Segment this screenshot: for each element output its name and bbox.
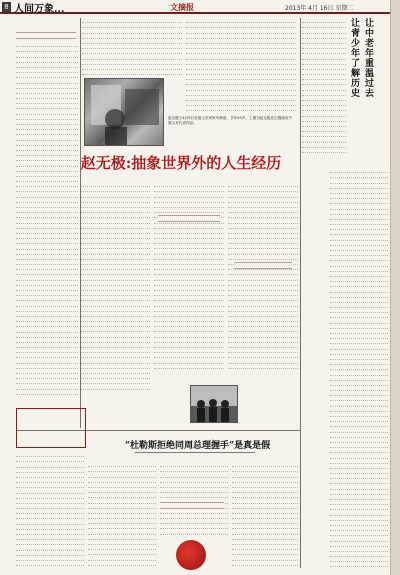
text-line <box>82 70 182 75</box>
photo-caption: 赵无极于4月9日在瑞士沃州家中病逝，享年93岁。上图为赵无极在巴黎画室中 展示其代表作品。 <box>168 116 293 125</box>
feature-headline: 赵无极:抽象世界外的人生经历 <box>80 154 282 172</box>
page-number: 8 <box>2 2 11 12</box>
right-column-text <box>302 18 346 168</box>
bottom-center-subhead <box>160 502 224 509</box>
center-top-text <box>82 18 182 78</box>
text-line <box>186 106 296 111</box>
text-line <box>228 364 298 369</box>
section-title <box>14 0 64 15</box>
center-right-top-text <box>186 18 296 113</box>
masthead-paper-name: 文摘报 <box>170 2 194 12</box>
text-line <box>16 390 78 395</box>
column-rule <box>80 18 81 428</box>
issue-date: 2013年 4月 16日 星期二 <box>285 5 354 12</box>
text-line <box>160 529 228 534</box>
pull-quote-box <box>16 408 86 448</box>
text-line <box>232 561 298 566</box>
section-title-suffix: ... <box>54 4 65 15</box>
center-column-3-text <box>228 182 298 422</box>
feature-photo <box>84 78 164 146</box>
page-header <box>0 0 390 14</box>
text-line <box>88 561 156 566</box>
historic-photo <box>190 385 238 423</box>
bottom-column-4-text <box>232 462 298 570</box>
center-low-subhead <box>234 262 292 269</box>
bottom-column-3-text <box>160 462 228 537</box>
pull-quote-text <box>17 409 85 413</box>
right-side-list <box>330 168 388 568</box>
section-title-text: 人间万象 <box>14 4 54 15</box>
text-line <box>302 148 346 153</box>
left-top-subhead <box>16 32 76 39</box>
text-line <box>154 364 224 369</box>
text-line <box>16 561 84 566</box>
side-list-lines <box>330 168 388 568</box>
vertical-headline-line-1: 让中老年重温过去 <box>363 18 373 98</box>
feature-photo-image <box>85 79 164 146</box>
bottom-column-1-text <box>16 452 84 570</box>
bottom-story-subtitle <box>135 452 255 453</box>
brand-seal-logo <box>176 540 206 570</box>
text-line <box>80 384 150 389</box>
historic-photo-image <box>191 386 238 423</box>
bottom-story-headline: “杜勒斯拒绝同周总理握手”是真是假 <box>124 441 271 451</box>
center-column-1-text <box>80 182 150 422</box>
bottom-column-2-text <box>88 462 156 570</box>
text-line <box>330 567 388 568</box>
center-mid-subhead <box>158 215 220 222</box>
vertical-headline-line-2: 让青少年了解历史 <box>349 18 359 98</box>
left-column-text <box>16 42 78 402</box>
adjacent-page-edge <box>390 0 400 575</box>
column-rule <box>300 18 301 568</box>
